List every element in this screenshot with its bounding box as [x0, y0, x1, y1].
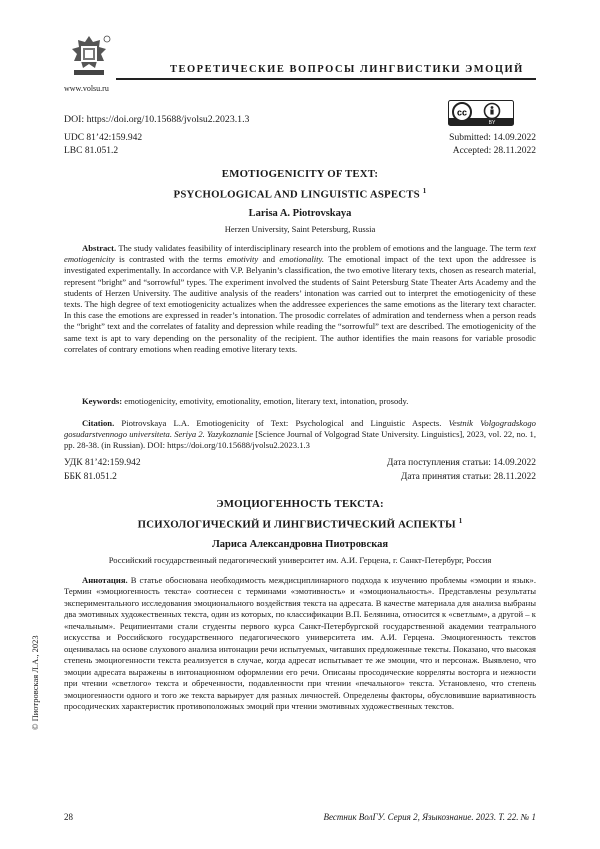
en-abstract-part-2: is contrasted with the terms — [118, 254, 223, 265]
ru-accepted-date: Дата принятия статьи: 28.11.2022 — [400, 472, 536, 482]
en-article-title — [64, 166, 536, 204]
en-title-line-1: EMOTIOGENICITY OF TEXT: — [221, 168, 379, 180]
en-citation-journal: Vestnik Volgogradskogo gosudarstvennogo universiteta. Seriya 2. Yazykoznanie — [64, 418, 536, 440]
en-keywords-label: Keywords: — [82, 396, 123, 406]
en-abstract — [64, 243, 536, 355]
ru-title-line-2-text: ПСИХОЛОГИЧЕСКИЙ И ЛИНГВИСТИЧЕСКИЙ АСПЕКТЫ — [137, 518, 456, 531]
en-abstract-part-3: The emotional impact of the text upon the addressee is investigated experimentally. In accordance with V.P. Belyanin’s classification, the two emotive literary texts, chosen as research material, represent “bright” and “sorrowful” types. The experiment involved the students of Saint Petersburg State Theater Arts Academy and the students of Herzen University. The auditive analysis of the readers’ intonation was carried out to interpret the emotiogenicity of these texts. The high degree of text emotiogenicity actualizes when the addressee experiences the same emotions as the literary text character. In this case the emotions are expressed in reader’s intonation. The prosodic correlates of admiration and tenderness when a person reads the “bright” text and the correlates of fatality and depression while reading the “sorrowful” text are described. The emotiogenicity of the same text is apt to vary depending on the personality of the recipient. The author identifies the main reasons for variable prosodic correlates of contrary emotions when reading emotive literary texts. — [64, 254, 537, 354]
en-citation-part-2: [Science Journal of Volgograd State University. Linguistics], 2023, vol. 22, no. 1, pp. 28-38. (in Russian). DOI: https://doi.org/10.15688/jvolsu2.2023.1.3 — [64, 429, 536, 451]
en-abstract-term-2: emotivity — [226, 254, 259, 265]
ru-title-footnote-mark: 1 — [458, 517, 463, 525]
ru-article-title — [64, 496, 536, 534]
journal-section-title: ТЕОРЕТИЧЕСКИЕ ВОПРОСЫ ЛИНГВИСТИКИ ЭМОЦИЙ — [170, 64, 524, 75]
en-udc: UDC 81’42:159.942 — [64, 133, 143, 143]
volsu-crest-logo — [66, 34, 112, 78]
ru-abstract-label: Аннотация. — [82, 575, 128, 585]
ru-abstract-text: В статье обоснована необходимость междисциплинарного подхода к изучению проблемы «эмоции и язык». Термин «эмоциогенность текста» соотнесен с терминами «эмотивность» и «эмоциональность». Представлены результаты экспериментального исследования эмоционального воздействия текста на адресата. В качестве материала для анализа выбраны два эмотивных художественных текста, один из которых, по классификации В.П. Белянина, относится к «светлым», а другой – к «печальным». Реципиентами стали студенты первого курса Санкт-Петербургской государственной академии театрального искусства и Российского государственного педагогического университета им. А.И. Герцена. Эмоциогенность текстов оценивалась на основе слухового анализа интонации речи испытуемых, читавших предложенные тексты. Показано, что высокая степень эмоциогенности текста реализуется в случае, когда адресат испытывает те же эмоции, что и персонаж. Выявлено, что эмоции адресата выражены в интонационном оформлении его речи. Описаны просодические корреляты восторга и нежности при чтении «светлого» текста и обреченности, подавленности при чтении «печального» текста. Установлено, что степень эмоциогенности одного и того же текста варьирует для разных личностей. Определены факторы, обусловившие вариативность просодических характеристик противоположных эмоций при чтении эмотивных художественных текстов. — [64, 575, 536, 711]
en-title-line-2-text: PSYCHOLOGICAL AND LINGUISTIC ASPECTS — [173, 188, 420, 201]
en-author-affiliation: Herzen University, Saint Petersburg, Russia — [224, 224, 376, 234]
en-keywords-list: emotiogenicity, emotivity, emotionality, emotion, literary text, intonation, prosody. — [124, 396, 409, 406]
site-url[interactable]: www.volsu.ru — [64, 84, 109, 93]
en-abstract-part-1: The study validates feasibility of interdisciplinary research into the problem of emotions and the language. The term — [118, 243, 522, 253]
en-citation-part-1: Piotrovskaya L.A. Emotiogenicity of Text: Psychological and Linguistic Aspects. — [121, 418, 442, 428]
en-title-line-2 — [64, 183, 536, 204]
cc-by-license-badge — [448, 100, 514, 126]
copyright-notice — [30, 590, 44, 730]
en-citation-label: Citation. — [82, 418, 115, 428]
en-abstract-and: and — [262, 254, 276, 265]
page-number: 28 — [64, 812, 73, 822]
en-abstract-term-3: emotionality. — [279, 254, 325, 265]
ru-title-line-2 — [64, 513, 536, 534]
ru-submitted-date: Дата поступления статьи: 14.09.2022 — [386, 458, 536, 468]
ru-abstract — [64, 575, 536, 712]
en-abstract-term-1: text emotiogenicity — [64, 243, 536, 265]
en-keywords — [64, 396, 536, 407]
en-citation — [64, 418, 536, 452]
en-author-name: Larisa A. Piotrovskaya — [248, 208, 352, 219]
copyright-text: © Пиотровская Л.А., 2023 — [30, 635, 40, 730]
ru-udc: УДК 81’42:159.942 — [64, 458, 141, 468]
en-abstract-label: Abstract. — [82, 243, 117, 253]
ru-author-affiliation: Российский государственный педагогический университет им. А.И. Герцена, г. Санкт-Петербург, Россия — [108, 555, 492, 565]
doi-link[interactable]: DOI: https://doi.org/10.15688/jvolsu2.2023.1.3 — [64, 114, 250, 125]
svg-text:BY: BY — [488, 120, 496, 126]
svg-text:cc: cc — [456, 107, 468, 118]
en-lbc: LBC 81.051.2 — [64, 146, 119, 156]
ru-title-line-1: ЭМОЦИОГЕННОСТЬ ТЕКСТА: — [216, 498, 384, 510]
header-rule — [116, 78, 536, 80]
ru-author-name: Лариса Александровна Пиотровская — [211, 539, 389, 550]
ru-lbc: ББК 81.051.2 — [64, 472, 117, 482]
en-title-footnote-mark: 1 — [422, 187, 427, 195]
en-accepted-date: Accepted: 28.11.2022 — [452, 146, 536, 156]
footer-journal-title: Вестник ВолГУ. Серия 2, Языкознание. 2023. Т. 22. № 1 — [323, 812, 536, 822]
en-submitted-date: Submitted: 14.09.2022 — [449, 133, 536, 143]
